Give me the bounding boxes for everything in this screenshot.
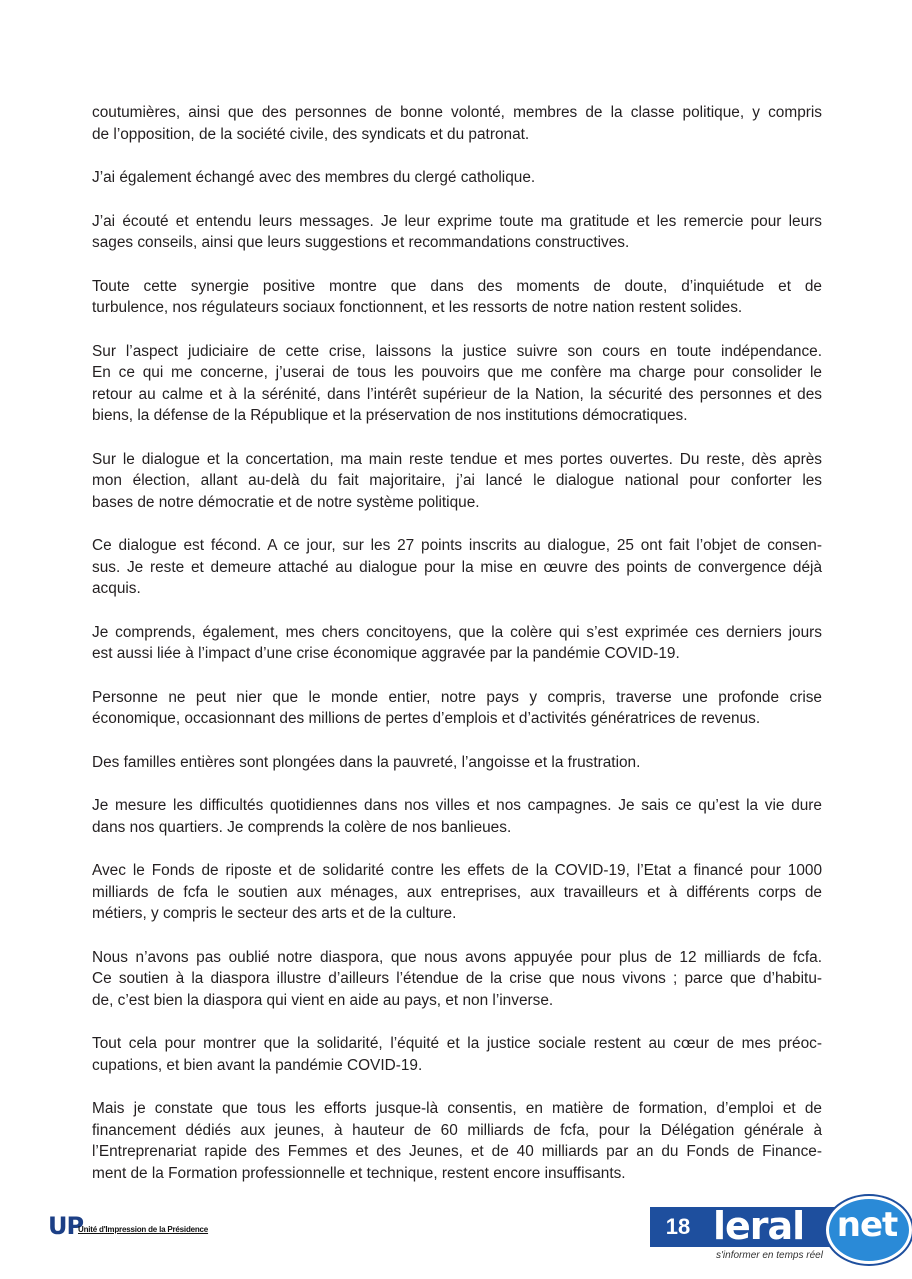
text-line: ment de la Formation professionnelle et technique, restent encore insuffisants. [92,1164,626,1182]
text-line: Sur l’aspect judiciaire de cette crise, laissons la justice suivre son cours en toute indépendance. [92,342,822,360]
paragraph [92,449,822,514]
text-line: financement dédiés aux jeunes, à hauteur de 60 milliards de fcfa, pour la Délégation générale à [92,1121,822,1139]
net-logo-text: net [836,1205,898,1245]
paragraph [92,795,822,838]
text-line: économique, occasionnant des millions de pertes d’emplois et d’activités génératrices de revenus. [92,710,761,727]
paragraph [92,102,822,145]
paragraph [92,622,822,665]
text-line: Je mesure les difficultés quotidiennes dans nos villes et nos campagnes. Je sais ce qu’est la vie dure [92,797,822,814]
paragraph [92,167,822,189]
text-line: Je comprends, également, mes chers concitoyens, que la colère qui s’est exprimée ces derniers jours [92,623,822,641]
text-line: mon élection, allant au-delà du fait majoritaire, j’ai lancé le dialogue national pour conforter les [92,472,822,489]
leral-logo-text: leral [713,1204,805,1248]
text-line: biens, la défense de la République et la préservation de nos institutions démocratiques. [92,407,688,424]
text-line: l’Entreprenariat rapide des Femmes et des Jeunes, et de 40 milliards par an du Fonds de Finance- [92,1143,822,1160]
up-logo-mark: UP [48,1212,84,1240]
text-line: métiers, y compris le secteur des arts et de la culture. [92,905,457,922]
text-line: Mais je constate que tous les efforts jusque-là consentis, en matière de formation, d’emploi et de [92,1100,822,1117]
paragraph [92,1033,822,1076]
paragraph [92,276,822,319]
paragraph [92,1098,822,1184]
text-line: Nous n’avons pas oublié notre diaspora, que nous avons appuyée pour plus de 12 milliards de fcfa. [92,948,822,966]
text-line: cupations, et bien avant la pandémie COVID-19. [92,1056,423,1074]
text-line: turbulence, nos régulateurs sociaux fonctionnent, et les ressorts de notre nation restent solides. [92,299,743,316]
text-line: Personne ne peut nier que le monde entier, notre pays y compris, traverse une profonde crise [92,688,822,706]
page-number: 18 [650,1207,706,1247]
text-line: Ce soutien à la diaspora illustre d’ailleurs l’étendue de la crise que nous vivons ; parce que d’habitu- [92,970,822,987]
paragraph [92,947,822,1012]
paragraph [92,211,822,254]
text-line: bases de notre démocratie et de notre système politique. [92,493,480,511]
text-line: retour au calme et à la sérénité, dans l’intérêt supérieur de la Nation, la sécurité des personnes et des [92,385,822,403]
paragraph [92,752,822,774]
paragraph [92,341,822,427]
text-line: J’ai écouté et entendu leurs messages. Je leur exprime toute ma gratitude et les remercie pour leurs [92,212,822,230]
text-line: est aussi liée à l’impact d’une crise économique aggravée par la pandémie COVID-19. [92,645,680,662]
text-line: sus. Je reste et demeure attaché au dialogue pour la mise en œuvre des points de convergence déjà [92,558,822,576]
text-line: En ce qui me concerne, j’userai de tous les pouvoirs que me confère ma charge pour consolider le [92,364,822,381]
text-line: Toute cette synergie positive montre que dans des moments de doute, d’inquiétude et de [92,277,822,295]
text-line: milliards de fcfa le soutien aux ménages, aux entreprises, aux travailleurs et à différents corps de [92,883,822,901]
text-line: Des familles entières sont plongées dans la pauvreté, l’angoisse et la frustration. [92,753,641,771]
paragraph [92,535,822,600]
publisher-logo [48,1213,208,1241]
text-line: acquis. [92,580,141,597]
paragraph [92,860,822,925]
text-line: Avec le Fonds de riposte et de solidarité contre les effets de la COVID-19, l’Etat a financé pour 1000 [92,862,822,879]
paragraph [92,687,822,730]
document-body [92,102,822,1206]
text-line: J’ai également échangé avec des membres du clergé catholique. [92,169,536,186]
publisher-name: Unité d'Impression de la Présidence [78,1225,209,1234]
text-line: sages conseils, ainsi que leurs suggestions et recommandations constructives. [92,234,630,251]
text-line: Tout cela pour montrer que la solidarité, l’équité et la justice sociale restent au cœur de mes préoc- [92,1035,822,1052]
text-line: coutumières, ainsi que des personnes de bonne volonté, membres de la classe politique, y compris [92,104,822,121]
text-line: Sur le dialogue et la concertation, ma main reste tendue et mes portes ouvertes. Du reste, dès après [92,450,822,468]
text-line: de l’opposition, de la société civile, des syndicats et du patronat. [92,125,530,143]
text-line: Ce dialogue est fécond. A ce jour, sur les 27 points inscrits au dialogue, 25 ont fait l’objet de consen- [92,537,822,554]
leral-tagline: s'informer en temps réel [716,1250,823,1261]
text-line: de, c’est bien la diaspora qui vient en aide au pays, et non l’inverse. [92,991,554,1009]
text-line: dans nos quartiers. Je comprends la colère de nos banlieues. [92,818,512,836]
